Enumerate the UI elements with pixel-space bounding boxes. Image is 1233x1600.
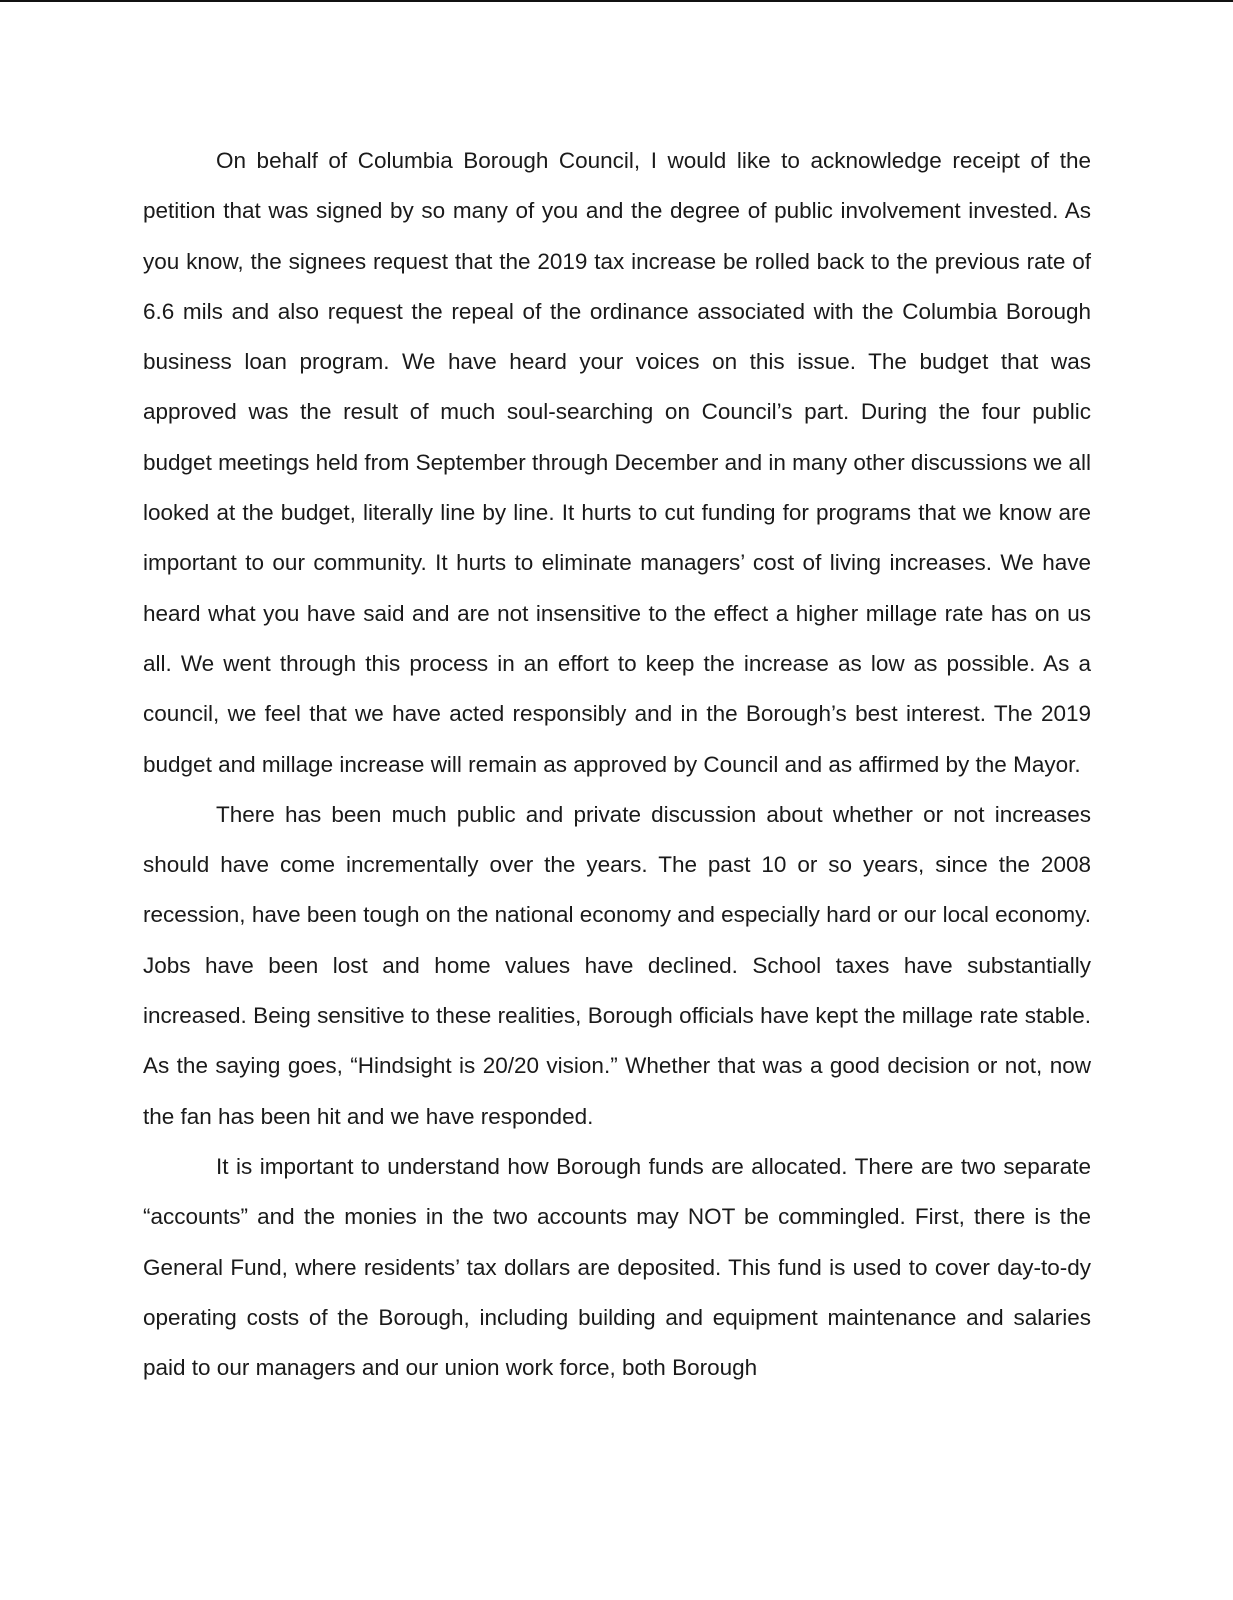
paragraph-incremental-increases: There has been much public and private discussion about whether or not increases should have come incrementally over the years. The past 10 or so years, since the 2008 recession, have been tough on the national economy and especially hard or our local economy. Jobs have been lost and home values have declined. School taxes have substantially increased. Being sensitive to these realities, Borough officials have kept the millage rate stable. As the saying goes, “Hindsight is 20/20 vision.” Whether that was a good decision or not, now the fan has been hit and we have responded. (143, 801, 1091, 1129)
letter-body (143, 136, 1091, 1393)
paragraph-fund-allocation: It is important to understand how Borough funds are allocated. There are two separate “accounts” and the monies in the two accounts may NOT be commingled. First, there is the General Fund, where residents’ tax dollars are deposited. This fund is used to cover day-to-dy operating costs of the Borough, including building and equipment maintenance and salaries paid to our managers and our union work force, both Borough (143, 1153, 1091, 1381)
paragraph-petition-response: On behalf of Columbia Borough Council, I would like to acknowledge receipt of the petition that was signed by so many of you and the degree of public involvement invested. As you know, the signees request that the 2019 tax increase be rolled back to the previous rate of 6.6 mils and also request the repeal of the ordinance associated with the Columbia Borough business loan program. We have heard your voices on this issue. The budget that was approved was the result of much soul-searching on Council’s part. During the four public budget meetings held from September through December and in many other discussions we all looked at the budget, literally line by line. It hurts to cut funding for programs that we know are important to our community. It hurts to eliminate managers’ cost of living increases. We have heard what you have said and are not insensitive to the effect a higher millage rate has on us all. We went through this process in an effort to keep the increase as low as possible. As a council, we feel that we have acted responsibly and in the Borough’s best interest. The 2019 budget and millage increase will remain as approved by Council and as affirmed by the Mayor. (143, 148, 1092, 777)
page-top-border (0, 0, 1233, 2)
